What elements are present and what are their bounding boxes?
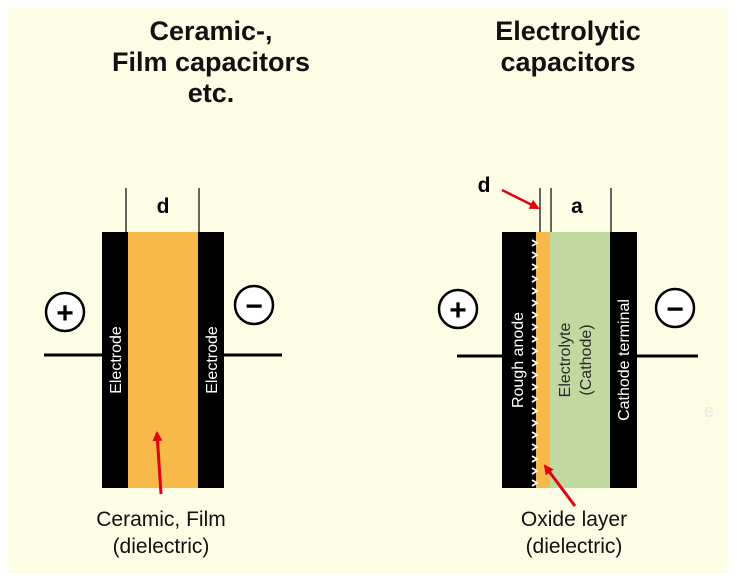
oxide-layer: [536, 232, 550, 488]
left-caption: [56, 506, 266, 560]
right-caption-line2: (dielectric): [525, 535, 623, 558]
left-distance-label: d: [156, 195, 170, 218]
cathode-terminal-label: Cathode terminal: [616, 299, 633, 421]
left-minus-sign: −: [245, 290, 263, 323]
oxide-thickness-arrow-icon: [502, 190, 538, 208]
left-capacitor: [44, 188, 282, 494]
right-minus-sign: −: [666, 293, 684, 326]
left-dielectric-block: [128, 232, 198, 488]
left-plus-sign: +: [56, 297, 74, 330]
left-caption-line2: (dielectric): [112, 535, 210, 558]
anode-label: Rough anode: [510, 311, 527, 409]
left-title-line3: etc.: [187, 78, 235, 108]
right-title-line1: Electrolytic: [495, 16, 641, 46]
right-plus-sign: +: [449, 294, 467, 327]
left-caption-line1: Ceramic, Film: [96, 508, 226, 531]
oxide-thickness-label: d: [477, 174, 491, 197]
right-electrode-label: Electrode: [204, 326, 221, 394]
left-title-line2: Film capacitors: [111, 47, 311, 77]
cathode-label: (Cathode): [578, 324, 595, 396]
right-caption-line1: Oxide layer: [520, 508, 628, 531]
right-capacitor: [439, 174, 714, 506]
left-title-line1: Ceramic-,: [149, 16, 273, 46]
left-electrode-label: Electrode: [108, 326, 125, 394]
right-caption: [484, 506, 664, 560]
right-title-line2: capacitors: [500, 47, 636, 77]
electrolyte-label: Electrolyte: [557, 322, 574, 398]
stray-mark: e: [703, 401, 715, 421]
electrolyte-width-label: a: [571, 195, 583, 218]
